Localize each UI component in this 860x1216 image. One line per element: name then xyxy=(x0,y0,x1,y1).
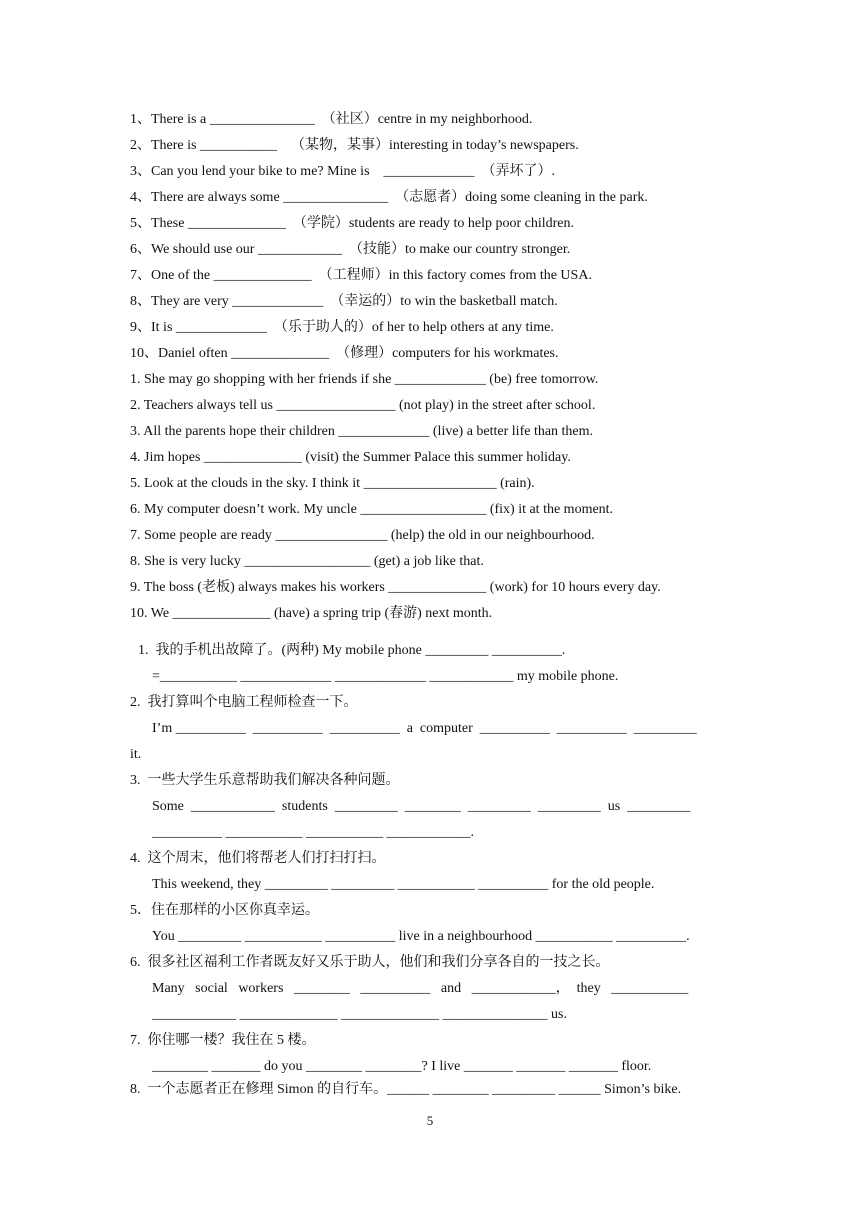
translation-answer-6-cont: ____________ ______________ ______________ _______________ us. xyxy=(152,1007,567,1022)
translation-prompt-2: 2. 我打算叫个电脑工程师检查一下。 xyxy=(130,695,358,710)
translation-prompt-4: 4. 这个周末，他们将帮老人们打扫打扫。 xyxy=(130,851,386,866)
verb-question-8: 8. She is very lucky __________________ (get) a job like that. xyxy=(130,554,484,569)
translation-prompt-8: 8. 一个志愿者正在修理 Simon 的自行车。______ ________ _________ ______ Simon’s bike. xyxy=(130,1082,682,1097)
verb-question-10: 10. We ______________ (have) a spring trip (春游) next month. xyxy=(130,606,493,621)
verb-question-3: 3. All the parents hope their children _____________ (live) a better life than them. xyxy=(130,424,594,439)
translation-answer-6: Many social workers ________ __________ and ____________， they ___________ xyxy=(152,981,689,996)
translation-prompt-1: 1. 我的手机出故障了。(两种) My mobile phone _________ __________. xyxy=(138,643,566,658)
vocab-question-7: 7、One of the ______________ （工程师）in this factory comes from the USA. xyxy=(130,268,592,283)
vocab-question-9: 9、It is _____________ （乐于助人的）of her to help others at any time. xyxy=(130,320,554,335)
verb-question-2: 2. Teachers always tell us _________________ (not play) in the street after school. xyxy=(130,398,596,413)
translation-prompt-5: 5．住在那样的小区你真幸运。 xyxy=(130,903,319,918)
vocab-question-5: 5、These ______________ （学院）students are ready to help poor children. xyxy=(130,216,575,231)
translation-answer-1b: =___________ _____________ _____________ ____________ my mobile phone. xyxy=(152,669,619,684)
vocab-question-3: 3、Can you lend your bike to me? Mine is _____________ （弄坏了）. xyxy=(130,164,556,179)
translation-answer-3: Some ____________ students _________ ________ _________ _________ us _________ xyxy=(152,799,691,814)
vocab-question-10: 10、Daniel often ______________ （修理）computers for his workmates. xyxy=(130,346,559,361)
vocab-question-1: 1、There is a _______________ （社区）centre in my neighborhood. xyxy=(130,112,533,127)
translation-answer-2: I’m __________ __________ __________ a computer __________ __________ _________ xyxy=(152,721,697,736)
translation-answer-7: ________ _______ do you ________ ________? I live _______ _______ _______ floor. xyxy=(152,1059,652,1074)
vocab-question-6: 6、We should use our ____________ （技能）to make our country stronger. xyxy=(130,242,571,257)
verb-question-1: 1. She may go shopping with her friends if she _____________ (be) free tomorrow. xyxy=(130,372,599,387)
verb-question-7: 7. Some people are ready ________________ (help) the old in our neighbourhood. xyxy=(130,528,595,543)
vocab-question-8: 8、They are very _____________ （幸运的）to win the basketball match. xyxy=(130,294,558,309)
verb-question-9: 9. The boss (老板) always makes his workers ______________ (work) for 10 hours every day. xyxy=(130,580,661,595)
translation-answer-4: This weekend, they _________ _________ ___________ __________ for the old people. xyxy=(152,877,655,892)
translation-prompt-3: 3. 一些大学生乐意帮助我们解决各种问题。 xyxy=(130,773,400,788)
verb-question-4: 4. Jim hopes ______________ (visit) the Summer Palace this summer holiday. xyxy=(130,450,571,465)
translation-answer-2-cont: it. xyxy=(130,747,142,762)
translation-answer-5: You _________ ___________ __________ live in a neighbourhood ___________ __________. xyxy=(152,929,690,944)
verb-question-5: 5. Look at the clouds in the sky. I think it ___________________ (rain). xyxy=(130,476,535,491)
vocab-question-4: 4、There are always some _______________ （志愿者）doing some cleaning in the park. xyxy=(130,190,648,205)
vocab-question-2: 2、There is ___________ （某物，某事）interesting in today’s newspapers. xyxy=(130,138,579,153)
page-number: 5 xyxy=(426,1113,434,1128)
translation-answer-3-cont: __________ ___________ ___________ ____________. xyxy=(152,825,474,840)
translation-prompt-7: 7. 你住哪一楼？我住在 5 楼。 xyxy=(130,1033,316,1048)
verb-question-6: 6. My computer doesn’t work. My uncle __________________ (fix) it at the moment. xyxy=(130,502,614,517)
translation-prompt-6: 6. 很多社区福利工作者既友好又乐于助人，他们和我们分享各自的一技之长。 xyxy=(130,955,610,970)
